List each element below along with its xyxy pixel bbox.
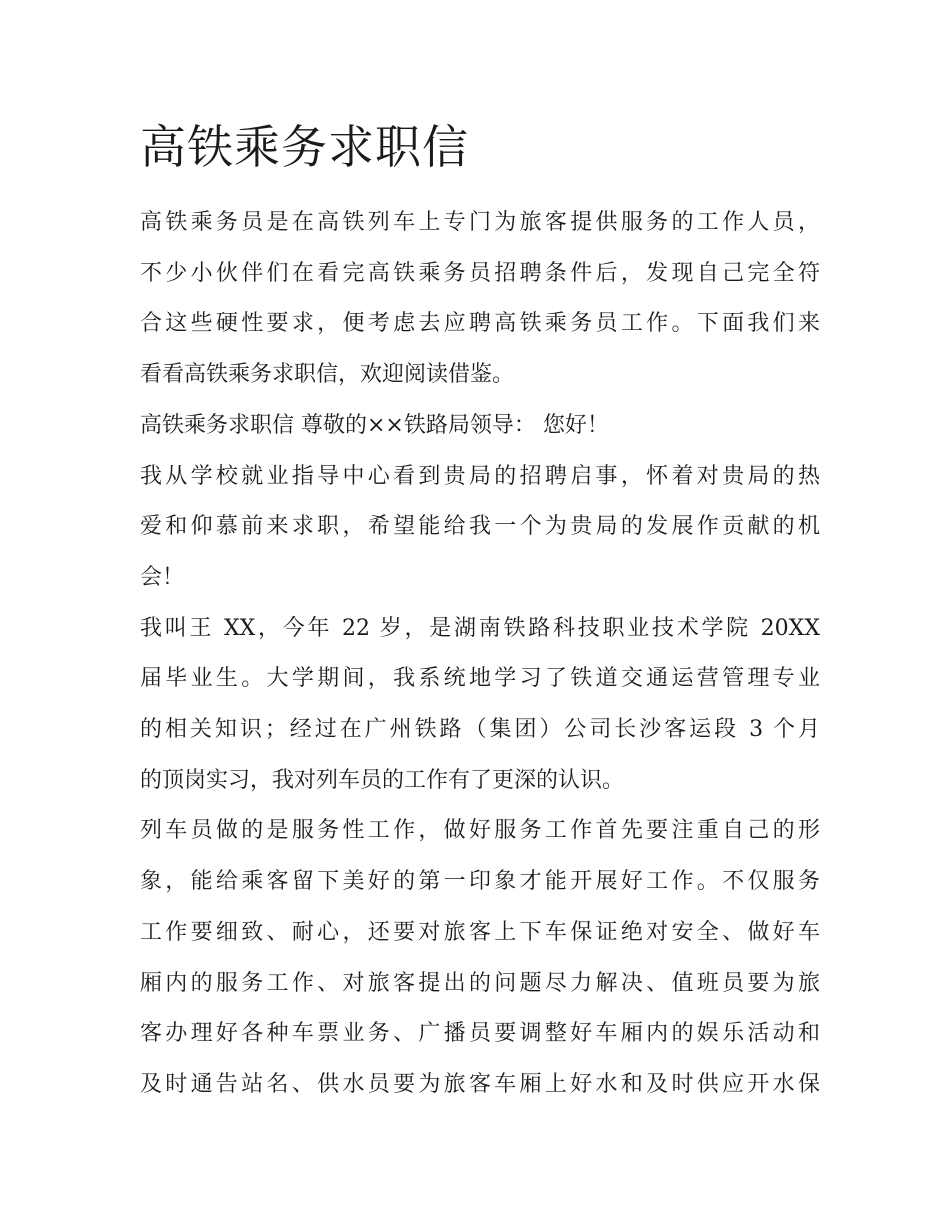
text-line: 届毕业生。大学期间，我系统地学习了铁道交通运营管理专业 [140,666,820,692]
document-page [140,112,820,1111]
text-line: 工作要细致、耐心，还要对旅客上下车保证绝对安全、做好车 [140,919,820,945]
text-line: 客办理好各种车票业务、广播员要调整好车厢内的娱乐活动和 [140,1021,820,1047]
text-line: 高铁乘务员是在高铁列车上专门为旅客提供服务的工作人员， [140,210,820,235]
text-line: 的顶岗实习，我对列车员的工作有了更深的认识。 [140,767,625,793]
text-line: 我叫王 XX，今年 22 岁，是湖南铁路科技职业技术学院 20XX [140,615,820,641]
text-line: 及时通告站名、供水员要为旅客车厢上好水和及时供应开水保 [140,1071,820,1097]
text-line: 象，能给乘客留下美好的第一印象才能开展好工作。不仅服务 [140,869,820,895]
paragraph-motivation [140,452,820,604]
text-line: 厢内的服务工作、对旅客提出的问题尽力解决、值班员要为旅 [140,970,820,996]
text-line: 爱和仰慕前来求职，希望能给我一个为贵局的发展作贡献的机 [140,514,820,540]
text-line: 高铁乘务求职信 尊敬的××铁路局领导： 您好！ [140,412,609,438]
text-line: 不少小伙伴们在看完高铁乘务员招聘条件后，发现自己完全符 [140,260,820,286]
paragraph-background [140,604,820,807]
paragraph-duties [140,806,820,1110]
text-line: 看看高铁乘务求职信，欢迎阅读借鉴。 [140,362,515,388]
text-line: 会！ [140,564,185,590]
text-line: 合这些硬性要求，便考虑去应聘高铁乘务员工作。下面我们来 [140,311,820,337]
paragraph-salutation [140,401,820,452]
text-line: 列车员做的是服务性工作，做好服务工作首先要注重自己的形 [140,818,820,844]
document-title: 高铁乘务求职信 [140,120,469,174]
paragraph-intro [140,198,820,401]
text-line: 的相关知识；经过在广州铁路（集团）公司长沙客运段 3 个月 [140,717,820,743]
text-line: 我从学校就业指导中心看到贵局的招聘启事，怀着对贵局的热 [140,463,820,489]
